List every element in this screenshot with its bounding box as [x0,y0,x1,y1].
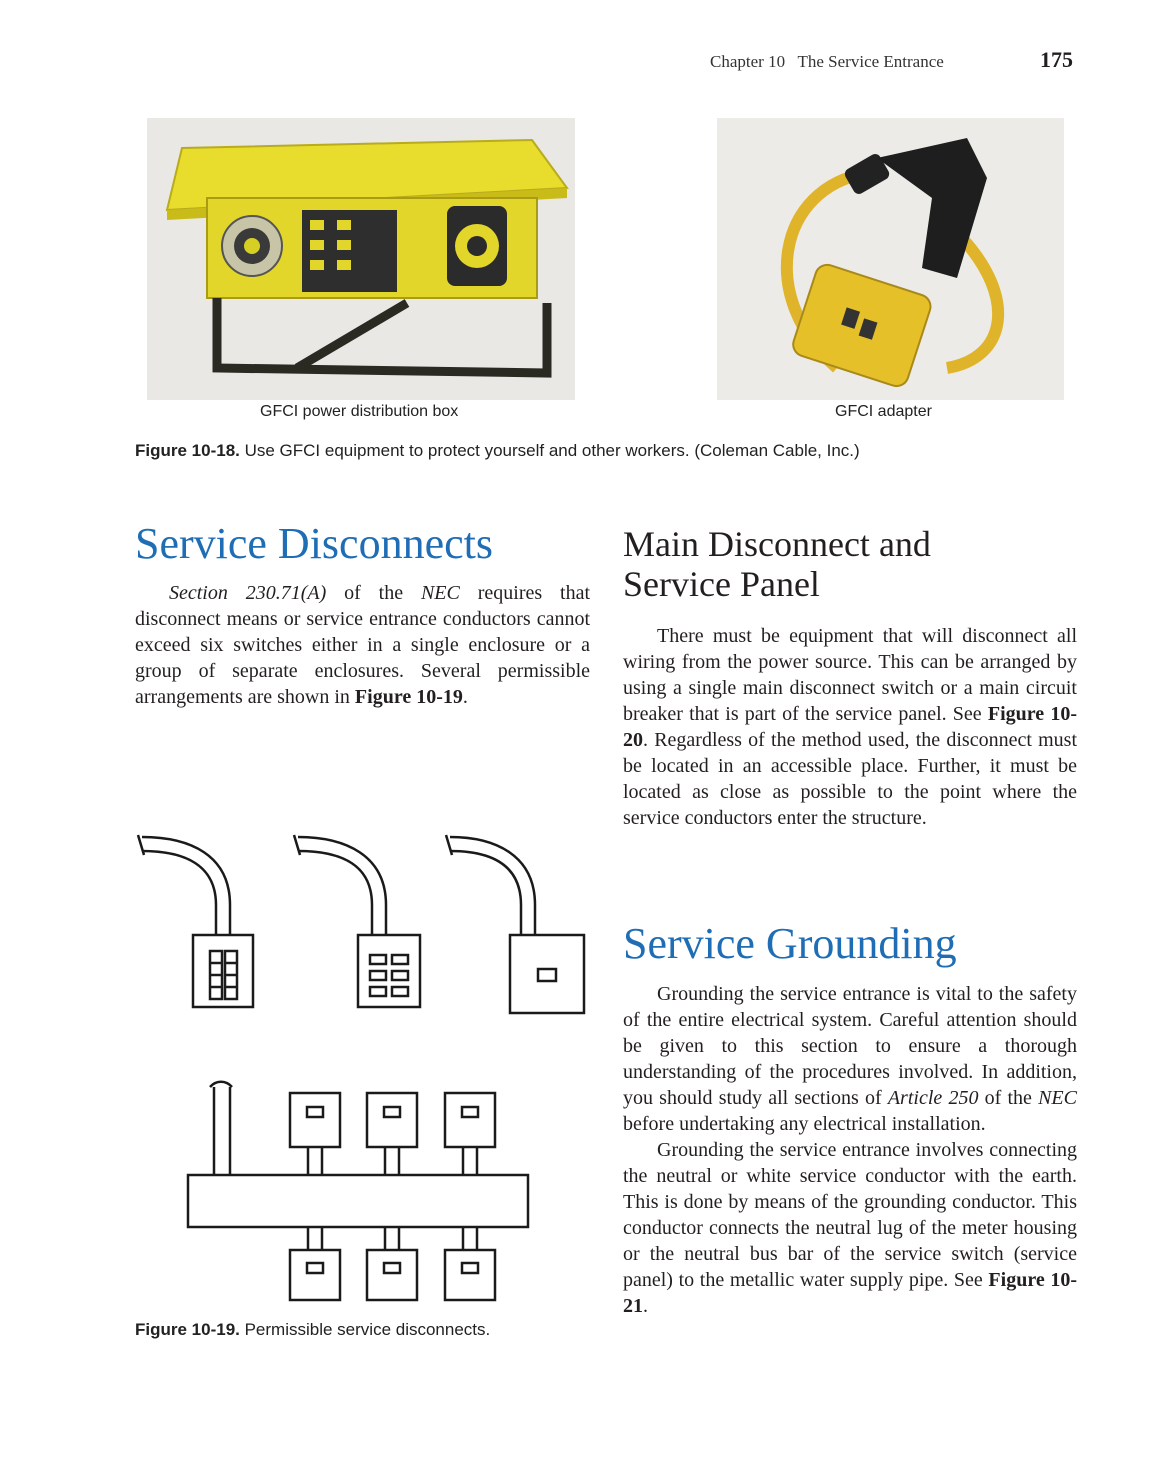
paragraph-text: Grounding the service entrance involves connecting the neutral or white service conductor with the earth. This is done by means of the grounding conductor. This conductor connects the neutral lug of the meter housing or the neutral bus bar of the service switch (service panel) to the metallic water supply pipe. See [623,1139,1077,1292]
running-header: Chapter 10 The Service Entrance [710,52,944,71]
body-paragraph [623,623,1077,831]
code-citation: Section 230.71(A) [169,582,327,605]
heading-line-1: Main Disconnect and [623,524,931,564]
figure-caption-number: Figure 10-18. [135,441,240,460]
figure-reference: Figure 10-21 [623,1269,1077,1318]
section-service-grounding [623,920,1077,1319]
nec-reference: NEC [1038,1087,1077,1110]
paragraph-text: of the [326,582,421,605]
paragraph-text: . [643,1295,648,1318]
paragraph-text: requires that disconnect means or service entrance conductors cannot exceed six switches either in a single enclosure or a group of separate enclosures. Several permissible arrangements are shown in [135,582,591,709]
body-paragraph [135,580,590,710]
figure-caption-text: Permissible service disconnects. [239,1320,491,1339]
paragraph-text: . Regardless of the method used, the disconnect must be located in an accessible place. Further, it must be located as close as possible to the point where the service conductors enter the structure. [623,728,1077,829]
section-heading: Service Disconnects [135,519,493,568]
figure-reference: Figure 10-20 [623,702,1077,751]
paragraph-text: before undertaking any electrical installation. [623,1113,986,1136]
figure-reference: Figure 10-19 [354,686,463,709]
figure-label-power-box: GFCI power distribution box [260,403,459,420]
paragraph-text: . [462,686,468,709]
heading-line-2: Service Panel [623,564,820,605]
paragraph-text: There must be equipment that will disconnect all wiring from the power source. This can be arranged by using a single main disconnect switch or a main circuit breaker that is part of the service panel. See [623,624,1077,725]
figure-10-18-caption [135,441,860,461]
gfci-adapter-photo [717,118,1064,400]
section-service-disconnects [135,520,590,710]
section-heading [623,524,1077,605]
paragraph-text: Grounding the service entrance is vital to the safety of the entire electrical system. Careful attention should be given to this section to ensure a thorough understanding of the procedures involved. In addition, you should study all sections of [623,983,1077,1110]
figure-label-adapter: GFCI adapter [835,403,932,420]
service-conduit-1 [138,835,230,935]
section-heading: Service Grounding [623,919,957,968]
figure-caption-text: Use GFCI equipment to protect yourself and other workers. (Coleman Cable, Inc.) [239,441,860,460]
paragraph-text: of the [978,1087,1039,1110]
body-paragraph [623,1137,1077,1319]
nec-reference: NEC [420,582,460,605]
service-conduit-2 [294,835,386,935]
figure-10-19-caption [135,1320,490,1340]
article-reference: Article 250 [887,1087,979,1110]
page-number: 175 [1040,47,1073,72]
permissible-service-disconnects-diagram [130,825,590,1305]
body-paragraph [623,981,1077,1137]
service-conduit-3 [446,835,535,935]
figure-caption-number: Figure 10-19. [135,1320,240,1339]
gfci-power-distribution-box-photo [147,118,575,400]
section-main-disconnect [623,524,1077,831]
